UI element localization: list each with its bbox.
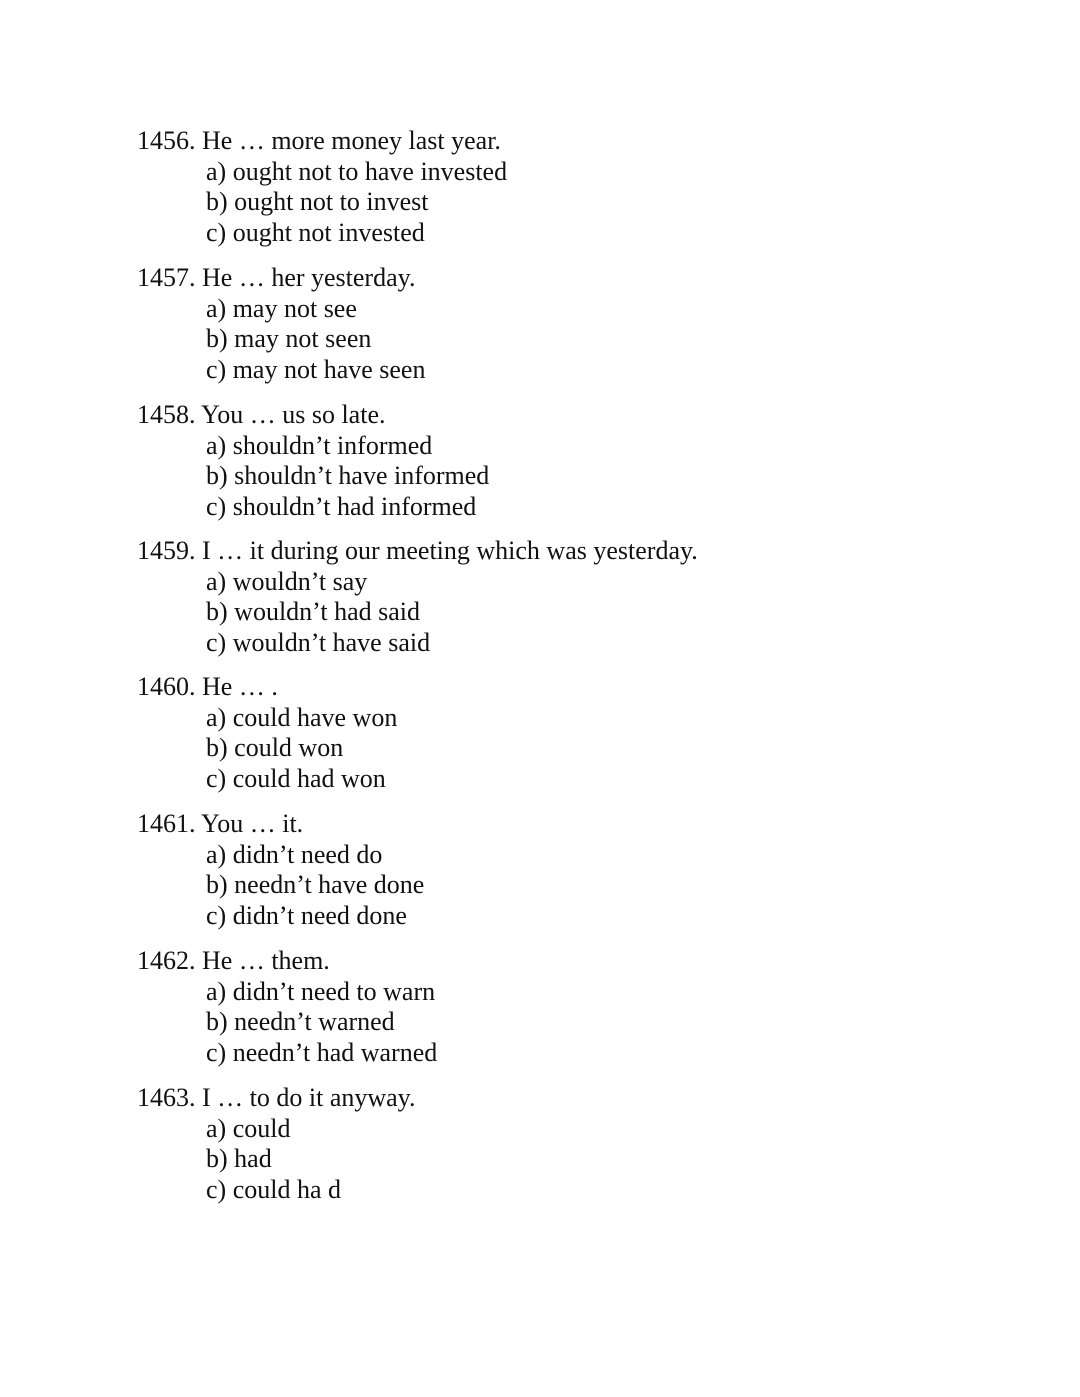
option-c [137,218,1037,249]
option-text: ought not invested [232,217,425,247]
question-stem [137,536,1037,567]
option-label: c) [206,354,227,384]
option-b [137,324,1037,355]
option-text: needn’t warned [234,1007,395,1036]
question-stem [137,809,1037,840]
option-label: c) [206,763,227,793]
question-number: 1460. [137,672,196,701]
option-c [137,901,1037,932]
option-b [137,187,1037,218]
option-b [137,597,1037,628]
question-1459 [137,536,1037,658]
option-text: wouldn’t have said [232,627,431,657]
question-1460 [137,672,1037,794]
option-label: b) [206,324,228,353]
option-label: a) [206,430,227,460]
option-text: could won [234,733,344,762]
option-text: could had won [232,763,386,793]
option-label: a) [206,702,227,732]
option-text: ought not to invest [234,187,429,216]
option-a [137,840,1037,871]
option-b [137,461,1037,492]
option-text: wouldn’t had said [234,597,421,626]
question-1462 [137,946,1037,1068]
question-1458 [137,400,1037,522]
option-label: c) [206,900,227,930]
option-label: b) [206,870,228,899]
option-text: shouldn’t had informed [232,491,477,521]
option-b [137,1007,1037,1038]
option-a [137,703,1037,734]
option-label: b) [206,733,228,762]
question-1463 [137,1083,1037,1205]
option-label: b) [206,187,228,216]
question-1461 [137,809,1037,931]
option-label: c) [206,1037,227,1067]
question-1457 [137,263,1037,385]
option-text: didn’t need to warn [232,976,436,1006]
option-text: ought not to have invested [232,156,508,186]
question-number: 1463. [137,1083,196,1112]
question-1456 [137,126,1037,248]
option-text: could [232,1113,291,1143]
option-c [137,628,1037,659]
option-text: needn’t have done [234,870,425,899]
option-c [137,355,1037,386]
option-a [137,431,1037,462]
option-text: shouldn’t have informed [234,461,490,490]
option-label: a) [206,156,227,186]
question-text: He … more money last year. [202,126,501,155]
option-c [137,1038,1037,1069]
question-text: I … to do it anyway. [202,1083,416,1112]
option-label: b) [206,1007,228,1036]
option-label: b) [206,597,228,626]
question-text: He … them. [202,946,330,975]
option-text: didn’t need done [232,900,407,930]
option-text: may not seen [234,324,372,353]
option-a [137,1114,1037,1145]
option-text: had [234,1144,272,1173]
option-label: c) [206,1174,227,1204]
option-text: wouldn’t say [232,566,368,596]
question-text: He … . [202,672,278,701]
option-text: may not see [232,293,357,323]
option-a [137,294,1037,325]
option-text: shouldn’t informed [232,430,433,460]
question-number: 1457. [137,263,196,292]
option-label: c) [206,627,227,657]
option-label: a) [206,839,227,869]
option-label: c) [206,491,227,521]
option-text: didn’t need do [232,839,383,869]
option-label: a) [206,976,227,1006]
question-number: 1462. [137,946,196,975]
option-text: may not have seen [232,354,426,384]
question-text: I … it during our meeting which was yesterday. [202,536,698,565]
question-text: You … it. [201,809,304,838]
question-number: 1459. [137,536,196,565]
option-label: b) [206,461,228,490]
question-number: 1458. [137,400,196,429]
option-text: could have won [232,702,398,732]
option-c [137,764,1037,795]
question-stem [137,1083,1037,1114]
question-stem [137,946,1037,977]
option-c [137,1175,1037,1206]
question-number: 1461. [137,809,196,838]
option-b [137,1144,1037,1175]
option-label: b) [206,1144,228,1173]
option-label: c) [206,217,227,247]
option-text: needn’t had warned [232,1037,438,1067]
question-text: He … her yesterday. [202,263,416,292]
option-a [137,567,1037,598]
question-stem [137,400,1037,431]
option-label: a) [206,566,227,596]
question-stem [137,263,1037,294]
question-number: 1456. [137,126,196,155]
option-label: a) [206,1113,227,1143]
option-b [137,733,1037,764]
option-c [137,492,1037,523]
option-a [137,157,1037,188]
question-stem [137,672,1037,703]
option-a [137,977,1037,1008]
option-text: could ha d [232,1174,342,1204]
question-text: You … us so late. [201,400,386,429]
option-label: a) [206,293,227,323]
option-b [137,870,1037,901]
question-stem [137,126,1037,157]
